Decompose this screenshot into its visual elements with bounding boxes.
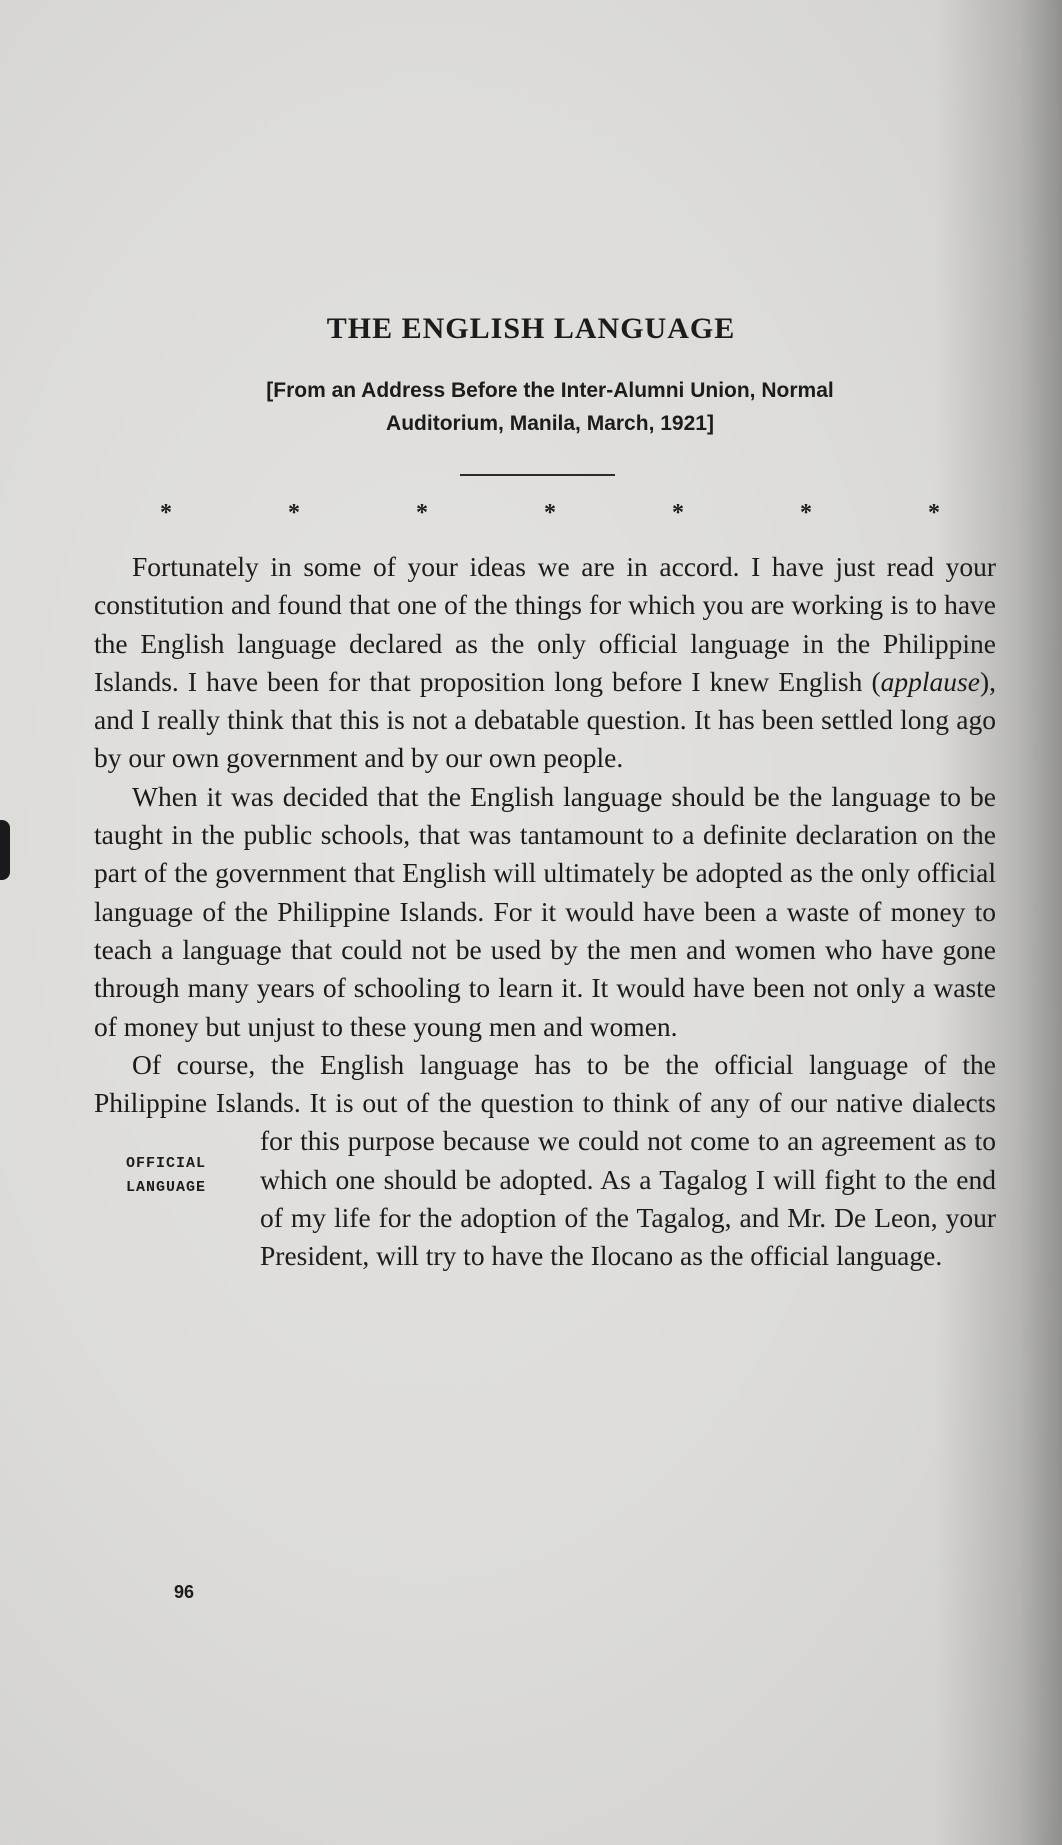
page-title: THE ENGLISH LANGUAGE xyxy=(326,312,736,345)
sidenote-line-1: OFFICIAL xyxy=(126,1155,207,1173)
applause-note: applause xyxy=(880,665,980,697)
asterisk-ellipsis xyxy=(160,500,940,527)
paragraph-1 xyxy=(94,548,996,778)
sidenote-line-2: LANGUAGE xyxy=(126,1179,207,1197)
title-divider xyxy=(460,474,615,476)
asterisk: * xyxy=(928,500,940,526)
source-line-1: [From an Address Before the Inter-Alumni Union, Normal xyxy=(266,379,834,402)
binding-edge-mark xyxy=(0,820,10,880)
source-line-2: Auditorium, Manila, March, 1921] xyxy=(386,412,714,435)
asterisk: * xyxy=(544,500,556,526)
asterisk: * xyxy=(416,500,428,526)
paragraph-1-text-b: ), and I really think that this is not a debatable question. It has been settled long ago by our own government and by our own people. xyxy=(94,665,996,774)
paragraph-1-text-a: Fortunately in some of your ideas we are in accord. I have just read your constitution and found that one of the things for which you are working is to have the English language declared as the only official language in the Philippine Islands. I have been for that proposition long before I knew English ( xyxy=(94,551,996,697)
paragraph-2: When it was decided that the English language should be the language to be taught in the public schools, that was tantamount to a definite declaration on the part of the government that English will ultimately be adopted as the only official language of the Philippine Islands. For it would have been a waste of money to teach a language that could not be used by the men and women who have gone through many years of schooling to learn it. It would have been not only a waste of money but unjust to these young men and women. xyxy=(94,780,996,1042)
body-text xyxy=(94,548,996,1276)
asterisk: * xyxy=(160,500,172,526)
paragraph-3-text-a: Of course, the English language has to be the official language of the Philippine Islands. It is out of the question to think of any of our native dialects for this purpose xyxy=(94,1048,996,1157)
asterisk: * xyxy=(672,500,684,526)
address-source-note xyxy=(150,374,950,440)
asterisk: * xyxy=(800,500,812,526)
paragraph-3-text-b: because we could not come to an agreement as to which one should be adopted. As a Tagalog I will fight to the end of my life for the adoption of the Tagalog, and Mr. De Leon, your President, will try to have the Ilocano as the official language. xyxy=(260,1125,996,1272)
asterisk: * xyxy=(288,500,300,526)
page-number: 96 xyxy=(174,1582,195,1602)
margin-sidenote xyxy=(56,1126,246,1241)
paragraph-3 xyxy=(94,1046,996,1276)
